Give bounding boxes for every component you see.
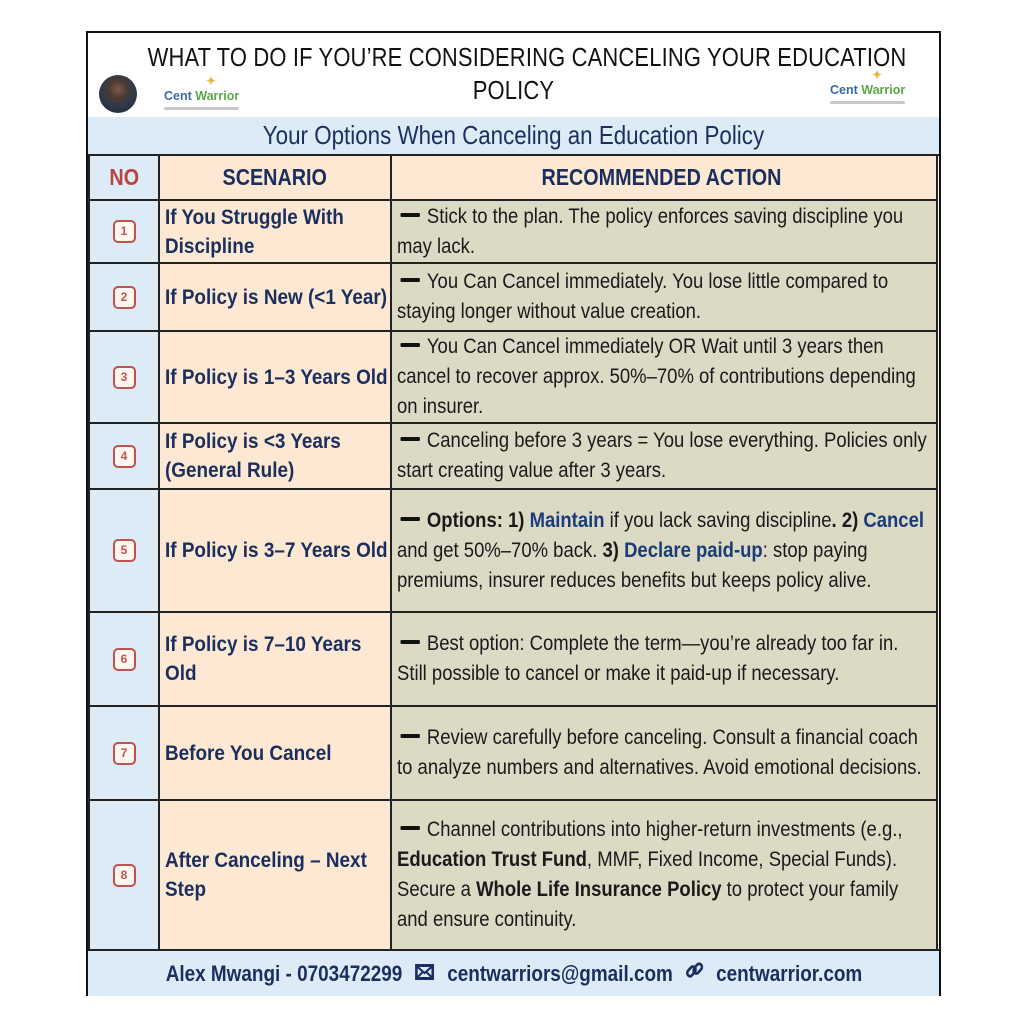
dash-bullet-icon xyxy=(401,437,420,441)
action-text xyxy=(397,723,929,783)
avatar xyxy=(99,75,137,113)
logo-left: ✦ Cent Warrior xyxy=(164,89,239,103)
scenario-text: Before You Cancel xyxy=(165,740,332,765)
options-table xyxy=(88,154,938,951)
number-badge: 5 xyxy=(113,539,136,562)
action-text xyxy=(397,267,929,327)
page-title: WHAT TO DO IF YOU’RE CONSIDERING CANCELING YOUR EDUCATION POLICY xyxy=(147,44,907,105)
action-text xyxy=(397,629,929,689)
scenario-cell xyxy=(159,612,391,706)
action-cell xyxy=(391,200,937,263)
contact-email[interactable]: centwarriors@gmail.com xyxy=(446,961,673,986)
dash-bullet-icon xyxy=(401,826,420,830)
action-segment: if you lack saving discipline xyxy=(604,508,832,532)
action-cell xyxy=(391,331,937,423)
row-number-cell xyxy=(89,331,159,423)
number-badge: 4 xyxy=(113,445,136,468)
scenario-cell xyxy=(159,263,391,331)
scenario-cell xyxy=(159,423,391,489)
row-number-cell xyxy=(89,489,159,612)
action-segment: Cancel xyxy=(863,508,925,532)
contact-website[interactable]: centwarrior.com xyxy=(715,961,862,986)
dash-bullet-icon xyxy=(401,343,420,347)
infographic-frame xyxy=(86,31,941,996)
row-number-cell xyxy=(89,423,159,489)
action-segment: Channel contributions into higher-return investments (e.g., xyxy=(426,818,903,841)
row-number-cell xyxy=(89,263,159,331)
action-cell xyxy=(391,706,937,800)
table-row xyxy=(89,331,937,423)
action-cell xyxy=(391,423,937,489)
number-badge: 6 xyxy=(113,648,136,671)
dash-bullet-icon xyxy=(401,278,420,282)
table-row xyxy=(89,612,937,706)
row-number-cell xyxy=(89,612,159,706)
action-segment: . 2) xyxy=(831,508,864,532)
action-text xyxy=(397,506,929,596)
table-row xyxy=(89,200,937,263)
dash-bullet-icon xyxy=(401,640,420,644)
number-badge: 3 xyxy=(113,366,136,389)
column-header-action: RECOMMENDED ACTION xyxy=(391,155,937,200)
table-row xyxy=(89,423,937,489)
logo-underline xyxy=(830,101,905,104)
row-number-cell xyxy=(89,800,159,950)
action-segment: Canceling before 3 years = You lose everything. Policies only start creating value after 3 years. xyxy=(397,429,927,482)
scenario-text: If You Struggle With Discipline xyxy=(165,204,344,258)
action-cell xyxy=(391,489,937,612)
table-row xyxy=(89,800,937,950)
action-segment: Best option: Complete the term—you’re already too far in. Still possible to cancel or make it paid-up if necessary. xyxy=(397,632,899,685)
scenario-cell xyxy=(159,200,391,263)
number-badge: 1 xyxy=(113,220,136,243)
action-segment: You Can Cancel immediately. You lose little compared to staying longer without value creation. xyxy=(397,270,889,323)
column-header-no: NO xyxy=(89,155,159,200)
table-row xyxy=(89,489,937,612)
link-icon xyxy=(685,951,704,996)
action-cell xyxy=(391,612,937,706)
row-number-cell xyxy=(89,706,159,800)
table-row xyxy=(89,263,937,331)
dash-bullet-icon xyxy=(401,213,420,217)
action-text xyxy=(397,202,929,262)
row-number-cell xyxy=(89,200,159,263)
logo-spark-icon: ✦ xyxy=(206,74,217,88)
title-block xyxy=(88,33,939,119)
column-header-scenario: SCENARIO xyxy=(159,155,391,200)
action-segment: You Can Cancel immediately OR Wait until 3 years then cancel to recover approx. 50%–70% of contributions depending on insurer. xyxy=(397,335,916,418)
table-row xyxy=(89,706,937,800)
action-segment: to protect your family and ensure continuity. xyxy=(397,878,899,931)
action-segment: Review carefully before canceling. Consult a financial coach to analyze numbers and alternatives. Avoid emotional decisions. xyxy=(397,726,922,779)
envelope-icon xyxy=(414,951,435,996)
action-cell xyxy=(391,263,937,331)
dash-bullet-icon xyxy=(401,517,420,521)
action-segment: Declare paid-up xyxy=(624,538,763,562)
action-cell xyxy=(391,800,937,950)
scenario-cell xyxy=(159,331,391,423)
table-header-row xyxy=(89,155,937,200)
logo-right: ✦ Cent Warrior xyxy=(830,83,905,97)
logo-spark-icon: ✦ xyxy=(872,68,883,82)
scenario-text: If Policy is <3 Years (General Rule) xyxy=(165,429,341,482)
action-segment: , MMF, Fixed Income, Special Funds). Secure a xyxy=(397,848,898,901)
action-segment: Maintain xyxy=(529,508,605,532)
number-badge: 8 xyxy=(113,864,136,887)
scenario-text: If Policy is 7–10 Years Old xyxy=(165,632,362,685)
action-segment: : stop paying premiums, insurer reduces benefits but keeps policy alive. xyxy=(397,538,872,592)
contact-footer xyxy=(88,949,939,996)
action-text xyxy=(397,426,929,486)
action-segment: Options: 1) xyxy=(426,508,530,532)
action-text xyxy=(397,815,929,935)
scenario-text: If Policy is 3–7 Years Old xyxy=(165,538,388,562)
scenario-text: If Policy is 1–3 Years Old xyxy=(165,364,388,389)
scenario-cell xyxy=(159,489,391,612)
scenario-text: After Canceling – Next Step xyxy=(165,848,367,901)
action-text xyxy=(397,332,929,422)
number-badge: 2 xyxy=(113,286,136,309)
action-segment: 3) xyxy=(602,538,625,562)
scenario-text: If Policy is New (<1 Year) xyxy=(165,284,388,309)
action-segment: Whole Life Insurance Policy xyxy=(476,878,722,901)
scenario-cell xyxy=(159,800,391,950)
subtitle-banner: Your Options When Canceling an Education Policy xyxy=(88,117,939,156)
contact-name-phone: Alex Mwangi - 0703472299 xyxy=(165,961,402,986)
scenario-cell xyxy=(159,706,391,800)
action-segment: and get 50%–70% back. xyxy=(397,538,603,562)
dash-bullet-icon xyxy=(401,734,420,738)
action-segment: Education Trust Fund xyxy=(397,848,587,871)
action-segment: Stick to the plan. The policy enforces saving discipline you may lack. xyxy=(397,204,904,258)
number-badge: 7 xyxy=(113,742,136,765)
